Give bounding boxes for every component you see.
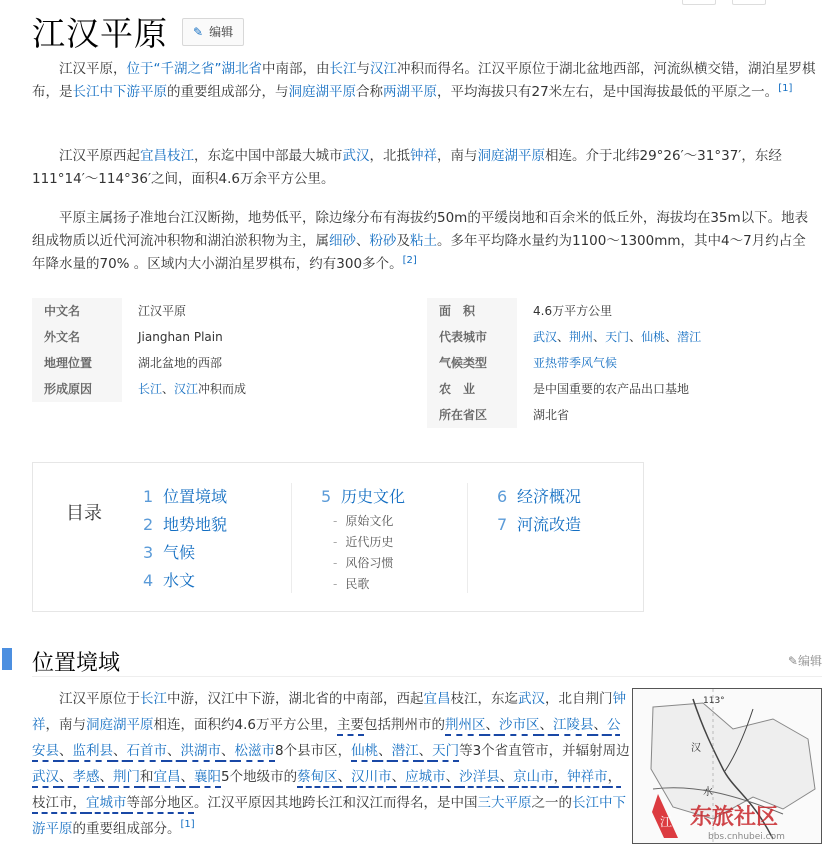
text: ，枝江市， xyxy=(32,769,621,814)
link[interactable]: 天门 xyxy=(432,743,459,762)
link[interactable]: 长江 xyxy=(138,382,163,396)
text: 包括荆州市的 xyxy=(363,717,445,733)
text: 冲积而得名。江汉平原位于湖北盆地西部，河流纵横交错，湖泊星罗棋布，是 xyxy=(32,61,816,100)
toc-subitem-label: 近代历史 xyxy=(345,535,394,549)
basic-info-cell xyxy=(427,298,822,324)
share-count[interactable] xyxy=(732,0,766,5)
text: 中南部，由 xyxy=(262,61,330,77)
link[interactable]: 三大平原 xyxy=(477,795,532,811)
watermark-brand: 东旅社区 xyxy=(690,805,779,830)
text: 、 xyxy=(392,769,406,788)
link[interactable]: 宜城市 xyxy=(86,795,127,814)
text: 相连，面积约4.6万平方公里， xyxy=(153,717,337,733)
basic-info-row xyxy=(32,298,827,324)
link[interactable]: 洞庭湖平原 xyxy=(86,717,154,733)
text: 合称 xyxy=(356,84,383,100)
edit-label: 编辑 xyxy=(209,25,234,39)
watermark-url: bbs.cnhubei.com xyxy=(708,832,785,842)
toc-column-2 xyxy=(321,483,405,595)
collect-button[interactable] xyxy=(682,0,716,5)
basic-info-name: 农 业 xyxy=(427,376,517,402)
toc-num: 1 xyxy=(143,487,154,506)
basic-info-name: 面 积 xyxy=(427,298,517,324)
text: 8个县市区， xyxy=(275,743,352,759)
basic-info-row xyxy=(32,376,827,402)
section-paragraph xyxy=(32,686,630,842)
text: 、 xyxy=(100,769,114,788)
edit-button[interactable] xyxy=(182,18,244,46)
link[interactable]: 江陵县 xyxy=(553,717,594,736)
basic-info-name: 地理位置 xyxy=(32,350,122,376)
link[interactable]: 粘土 xyxy=(410,233,437,249)
basic-info-cell xyxy=(32,376,427,402)
text: 冲积而成 xyxy=(198,382,247,396)
text: 、 xyxy=(338,769,352,788)
text: 、 xyxy=(59,769,73,788)
basic-info-cell xyxy=(427,350,822,376)
toc-item[interactable] xyxy=(143,567,227,595)
text: 5个地级市的 xyxy=(221,769,298,785)
reference-link[interactable]: [1] xyxy=(778,83,793,94)
toc-num: 3 xyxy=(143,543,154,562)
link[interactable]: 洪湖市 xyxy=(181,743,222,762)
link[interactable]: 荆门 xyxy=(113,769,140,788)
toc-divider xyxy=(291,483,292,593)
title-row xyxy=(32,8,244,55)
toc-subitem[interactable]: - 原始文化 xyxy=(333,514,394,528)
link[interactable]: 宜昌枝江 xyxy=(140,148,194,164)
text: 与 xyxy=(356,61,370,77)
text: 之一的 xyxy=(531,795,572,811)
link[interactable]: 沙洋县 xyxy=(459,769,500,788)
toc-column-3 xyxy=(497,483,581,539)
text: 及 xyxy=(396,233,410,249)
text: 、 xyxy=(539,717,553,736)
toc-item[interactable] xyxy=(497,483,581,511)
link[interactable]: 汉江 xyxy=(370,61,397,77)
toc-item[interactable] xyxy=(143,483,227,511)
basic-info-name: 形成原因 xyxy=(32,376,122,402)
toc-column-1 xyxy=(143,483,227,595)
summary-paragraph-1 xyxy=(32,58,817,104)
link[interactable]: 长江 xyxy=(329,61,357,77)
text: ，平均海拔只有27米左右，是中国海拔最低的平原之一。 xyxy=(437,84,779,100)
watermark xyxy=(638,788,828,844)
city-link[interactable]: 天门 xyxy=(605,330,630,344)
basic-info-value xyxy=(122,376,246,402)
link[interactable]: 荆州区 xyxy=(445,717,486,736)
basic-info-name: 所在省区 xyxy=(427,402,517,428)
basic-info-value: 湖北盆地的西部 xyxy=(138,356,223,370)
text: 江汉平原西起 xyxy=(59,148,140,164)
toc-item[interactable] xyxy=(321,483,405,511)
pencil-icon: ✎ xyxy=(787,654,798,668)
basic-info-cell xyxy=(427,376,822,402)
text: 。多年平均降水量约为1100～1300mm，其中4～7月约占全年降水量的70% 。区域内大小湖泊星罗棋布，约有300多个。 xyxy=(32,233,806,272)
basic-info-cell xyxy=(427,402,822,428)
basic-info-row xyxy=(32,402,827,428)
link[interactable]: 汉川市 xyxy=(351,769,392,788)
text: 、 xyxy=(419,743,433,762)
text: 、 xyxy=(167,743,181,762)
toc-text: 地势地貌 xyxy=(163,515,228,534)
text: 江汉平原位于 xyxy=(59,691,140,707)
toc-subitem-label: 风俗习惯 xyxy=(345,556,394,570)
map-label: 113° xyxy=(703,696,725,706)
link[interactable]: 襄阳 xyxy=(194,769,221,788)
link[interactable]: 松滋市 xyxy=(235,743,276,762)
toc-item[interactable] xyxy=(143,511,227,539)
section-edit-label: 编辑 xyxy=(797,654,822,668)
text: 中游，汉江中下游，湖北省的中南部，西起 xyxy=(167,691,424,707)
text: 、 xyxy=(113,743,127,762)
basic-info-table xyxy=(32,298,827,428)
basic-info-value: 4.6万平方公里 xyxy=(533,304,613,318)
toc-subitem[interactable]: - 近代历史 xyxy=(333,535,394,549)
link[interactable]: 宜昌 xyxy=(154,769,181,788)
text: ，东迄中国中部最大城市 xyxy=(194,148,343,164)
toc-text: 气候 xyxy=(163,543,196,562)
basic-info-value: 是中国重要的农产品出口基地 xyxy=(533,382,690,396)
text: ，南与 xyxy=(437,148,478,164)
toc-num: 5 xyxy=(321,487,332,506)
text: 等部分地区 xyxy=(127,795,195,814)
basic-info-value: 武汉、荆州、天门、仙桃、潜江 xyxy=(533,330,702,344)
link[interactable]: 公安县 xyxy=(32,717,620,762)
page-title: 江汉平原 xyxy=(32,14,168,53)
toc-subitem[interactable]: - 风俗习惯 xyxy=(333,556,394,570)
link[interactable]: 长江中下游平原 xyxy=(32,795,626,837)
text: 、 xyxy=(485,717,499,736)
link[interactable]: 石首市 xyxy=(127,743,168,762)
section-heading xyxy=(2,646,822,676)
section-marker xyxy=(2,648,12,670)
text: ，北抵 xyxy=(369,148,410,164)
basic-info-cell xyxy=(32,298,427,324)
link[interactable]: 位于“千湖之省”湖北省 xyxy=(126,61,262,77)
toc-text: 历史文化 xyxy=(341,487,406,506)
link[interactable]: 宜昌 xyxy=(423,691,451,707)
basic-info-name: 中文名 xyxy=(32,298,122,324)
text: 、 xyxy=(446,769,460,788)
city-link[interactable]: 仙桃 xyxy=(641,330,666,344)
text: 相连。介于北纬29°26′～31°37′，东经111°14′～114°36′之间，面积4.6万余平方公里。 xyxy=(32,148,782,187)
basic-info-name: 代表城市 xyxy=(427,324,517,350)
link[interactable]: 潜江 xyxy=(392,743,419,762)
link[interactable]: 武汉 xyxy=(342,148,370,164)
text: 、 xyxy=(162,382,175,396)
map-label: 水 xyxy=(703,787,713,798)
toc-divider xyxy=(467,483,468,593)
watermark-logo-text: 江 xyxy=(660,815,673,829)
link[interactable]: 长江中下游平原 xyxy=(72,84,167,100)
text: ， xyxy=(554,769,568,788)
basic-info-row xyxy=(32,350,827,376)
toc-label: 目录 xyxy=(66,503,102,524)
text: ，南与 xyxy=(45,717,86,733)
basic-info-cell xyxy=(32,324,427,350)
text: 的重要组成部分，与 xyxy=(167,84,289,100)
text: 、 xyxy=(378,743,392,762)
text: 、 xyxy=(500,769,514,788)
section-divider xyxy=(32,676,822,677)
basic-info-value: Jianghan Plain xyxy=(138,330,223,344)
table-of-contents xyxy=(32,462,644,612)
link[interactable]: 蔡甸区 xyxy=(297,769,338,788)
basic-info-row xyxy=(32,324,827,350)
city-link[interactable]: 武汉 xyxy=(533,330,558,344)
toc-num: 4 xyxy=(143,571,154,590)
city-link[interactable]: 荆州 xyxy=(569,330,594,344)
watermark-logo xyxy=(638,788,828,844)
text: 、 xyxy=(59,743,73,762)
toc-num: 2 xyxy=(143,515,154,534)
link[interactable]: 监利县 xyxy=(73,743,114,762)
city-link[interactable]: 潜江 xyxy=(677,330,702,344)
section-title: 位置境域 xyxy=(32,651,121,676)
toc-subitem-label: 民歌 xyxy=(345,577,370,591)
text: 枝江，东迄 xyxy=(450,691,518,707)
basic-info-cell xyxy=(32,350,427,376)
text: 和 xyxy=(140,769,154,788)
link[interactable]: 钟祥 xyxy=(32,691,626,733)
text: 等3个省直管市，并辐射周边 xyxy=(459,743,630,759)
pencil-icon: ✎ xyxy=(193,24,204,39)
toc-num: 7 xyxy=(497,515,508,534)
basic-info-cell xyxy=(427,324,822,350)
toc-text: 河流改造 xyxy=(517,515,582,534)
text: 、 xyxy=(356,233,370,249)
top-toolbar-fragment xyxy=(670,0,830,4)
text: 、 xyxy=(593,717,607,736)
map-label: 汉 xyxy=(691,743,701,754)
link[interactable]: 应城市 xyxy=(405,769,446,788)
link[interactable]: 长江 xyxy=(140,691,167,707)
reference-link[interactable]: [2] xyxy=(402,255,417,266)
link[interactable]: 仙桃 xyxy=(351,743,378,762)
reference-link[interactable]: [1] xyxy=(180,819,195,830)
toc-subitem[interactable]: - 民歌 xyxy=(333,577,370,591)
basic-info-value: 江汉平原 xyxy=(138,304,187,318)
toc-subitem-label: 原始文化 xyxy=(345,514,394,528)
link[interactable]: 武汉 xyxy=(518,691,545,707)
link[interactable]: 沙市区 xyxy=(499,717,540,736)
climate-link[interactable]: 亚热带季风气候 xyxy=(533,356,618,370)
basic-info-value: 湖北省 xyxy=(533,408,570,422)
toc-text: 位置境域 xyxy=(163,487,228,506)
summary-paragraph-3 xyxy=(32,207,817,276)
basic-info-value xyxy=(517,350,617,376)
toc-item[interactable] xyxy=(497,511,581,539)
link[interactable]: 两湖平原 xyxy=(383,84,437,100)
toc-num: 6 xyxy=(497,487,508,506)
link[interactable]: 洞庭湖平原 xyxy=(477,148,545,164)
section-edit-button[interactable] xyxy=(788,652,822,669)
toc-text: 水文 xyxy=(163,571,196,590)
text: 主要 xyxy=(337,717,364,736)
link[interactable]: 武汉 xyxy=(32,769,59,788)
link[interactable]: 汉江 xyxy=(174,382,199,396)
text: 平原主属扬子准地台江汉断拗，地势低平，除边缘分布有海拔约50m的平缓岗地和百余米的低丘外，海拔均在35m以下。地表组成物质以近代河流冲积物和湖泊淤积物为主，属 xyxy=(32,210,809,249)
text: 江汉平原， xyxy=(59,61,127,77)
toc-text: 经济概况 xyxy=(517,487,582,506)
text: ，北自荆门 xyxy=(545,691,613,707)
summary-paragraph-2 xyxy=(32,145,817,191)
text: 。江汉平原因其地跨长江和汉江而得名，是中国 xyxy=(194,795,478,811)
text: 、 xyxy=(181,769,195,788)
toc-item[interactable] xyxy=(143,539,227,567)
text: 、 xyxy=(221,743,235,762)
link[interactable]: 京山市 xyxy=(513,769,554,788)
link[interactable]: 洞庭湖平原 xyxy=(288,84,356,100)
text: 的重要组成部分。 xyxy=(72,821,181,837)
link[interactable]: 粉砂 xyxy=(369,233,397,249)
link[interactable]: 钟祥 xyxy=(410,148,437,164)
link[interactable]: 细砂 xyxy=(329,233,356,249)
link[interactable]: 钟祥市 xyxy=(567,769,608,788)
basic-info-name: 外文名 xyxy=(32,324,122,350)
link[interactable]: 孝感 xyxy=(73,769,100,788)
basic-info-name: 气候类型 xyxy=(427,350,517,376)
